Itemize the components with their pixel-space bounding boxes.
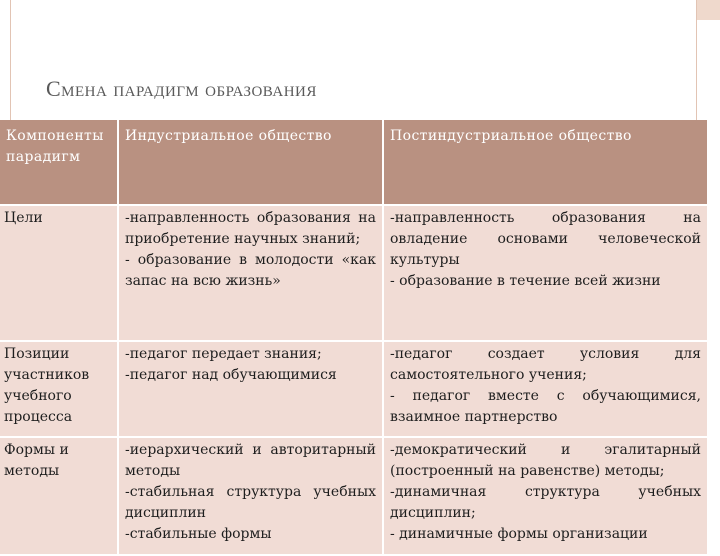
header-postindustrial: Постиндустриальное общество (383, 120, 708, 205)
forms-postindustrial-cell (383, 437, 708, 555)
header-industrial: Индустриальное общество (118, 120, 383, 205)
row-label-goals: Цели (0, 205, 118, 341)
slide-corner-accent (697, 0, 720, 20)
forms-industrial-text: -иерархический и авторитарный методы -стабильная структура учебных дисциплин -стабильные формы (125, 442, 376, 542)
table-row (0, 205, 708, 341)
goals-postindustrial-cell (383, 205, 708, 341)
row-label-forms-methods: Формы и методы (0, 437, 118, 555)
goals-postindustrial-text: -направленность образования на овладение основами человеческой культуры - образование в течение всей жизни (390, 210, 701, 289)
forms-industrial-cell (118, 437, 383, 555)
paradigm-comparison-table (0, 120, 709, 556)
table-row (0, 341, 708, 437)
row-label-participants: Позиции участников учебного процесса (0, 341, 118, 437)
header-components: Компоненты парадигм (0, 120, 118, 205)
goals-industrial-cell (118, 205, 383, 341)
slide-title: Смена парадигм образования (46, 76, 317, 101)
participants-postindustrial-cell (383, 341, 708, 437)
goals-industrial-text: -направленность образования на приобретение научных знаний; - образование в молодости «как запас на всю жизнь» (125, 210, 376, 289)
participants-industrial-cell (118, 341, 383, 437)
table-row (0, 437, 708, 555)
participants-industrial-text: -педагог передает знания; -педагог над обучающимися (125, 346, 337, 383)
participants-postindustrial-text: -педагог создает условия для самостоятельного учения; - педагог вместе с обучающимися, взаимное партнерство (390, 346, 701, 425)
forms-postindustrial-text: -демократический и эгалитарный (построенный на равенстве) методы; -динамичная структура учебных дисциплин; - динамичные формы организации (390, 442, 701, 542)
table-header-row (0, 120, 708, 205)
